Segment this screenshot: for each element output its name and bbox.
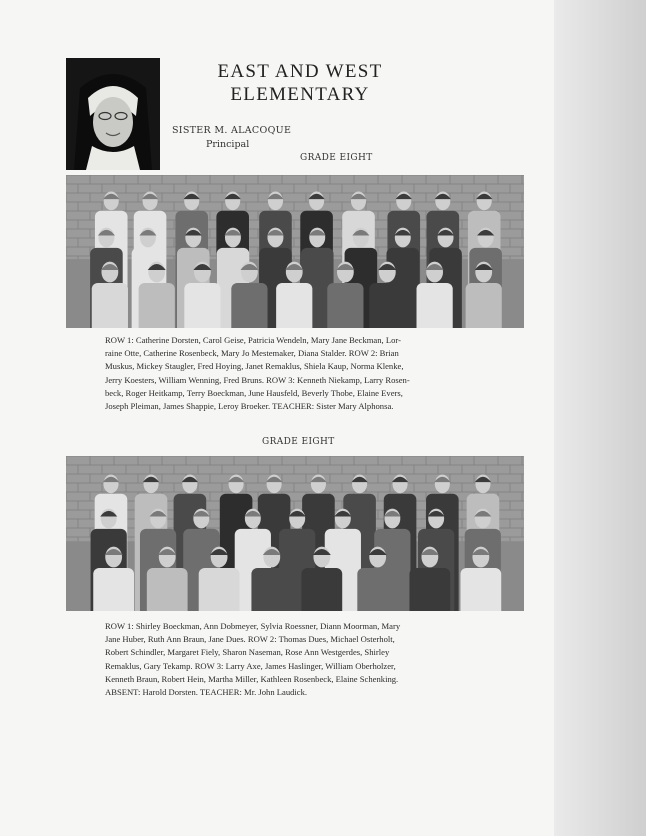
title-line-1: EAST AND WEST	[217, 61, 383, 82]
title-line-2: ELEMENTARY	[230, 84, 370, 105]
grade-label-1: GRADE EIGHT	[300, 153, 373, 163]
caption-1-line: Jerry Koesters, William Wenning, Fred Bruns. ROW 3: Kenneth Niekamp, Larry Rosen-	[105, 374, 410, 385]
caption-2-line: ROW 1: Shirley Boeckman, Ann Dobmeyer, Sylvia Roessner, Diann Moorman, Mary	[105, 621, 401, 631]
caption-1-line: beck, Roger Heitkamp, Terry Boeckman, June Hausfeld, Beverly Thobe, Elaine Evers,	[105, 387, 403, 398]
caption-2-line: Kenneth Braun, Robert Hein, Martha Miller, Kathleen Rosenbeck, Elaine Schenking.	[105, 673, 399, 684]
caption-2-line: ABSENT: Harold Dorsten. TEACHER: Mr. John Laudick.	[105, 687, 308, 698]
caption-2-line: Robert Schindler, Margaret Fiely, Sharon Naseman, Rose Ann Westgerdes, Shirley	[105, 647, 390, 658]
principal-portrait-photo	[66, 58, 160, 170]
caption-2-line: Jane Huber, Ruth Ann Braun, Jane Dues. ROW 2: Thomas Dues, Michael Osterholt,	[105, 634, 395, 645]
class-photo-1	[66, 175, 524, 328]
caption-1-line: Joseph Pleiman, James Shappie, Leroy Broeker. TEACHER: Sister Mary Alphonsa.	[105, 401, 394, 412]
grade-label-2: GRADE EIGHT	[262, 437, 335, 447]
scanner-background	[554, 0, 646, 836]
page-title	[190, 60, 410, 106]
caption-1-line: raine Otte, Catherine Rosenbeck, Mary Jo Mestemaker, Diana Stalder. ROW 2: Brian	[105, 348, 399, 359]
caption-2	[105, 620, 480, 699]
caption-1-line: Muskus, Mickey Staugler, Fred Hoying, Janet Remaklus, Shiela Kaup, Norma Klenke,	[105, 361, 404, 372]
class-photo-2	[66, 456, 524, 611]
caption-2-line: Remaklus, Gary Tekamp. ROW 3: Larry Axe, James Haslinger, William Oberholzer,	[105, 660, 396, 671]
principal-role: Principal	[206, 139, 250, 150]
caption-1	[105, 334, 480, 413]
caption-1-line: ROW 1: Catherine Dorsten, Carol Geise, Patricia Wendeln, Mary Jane Beckman, Lor-	[105, 335, 401, 345]
principal-name: SISTER M. ALACOQUE	[172, 125, 292, 136]
